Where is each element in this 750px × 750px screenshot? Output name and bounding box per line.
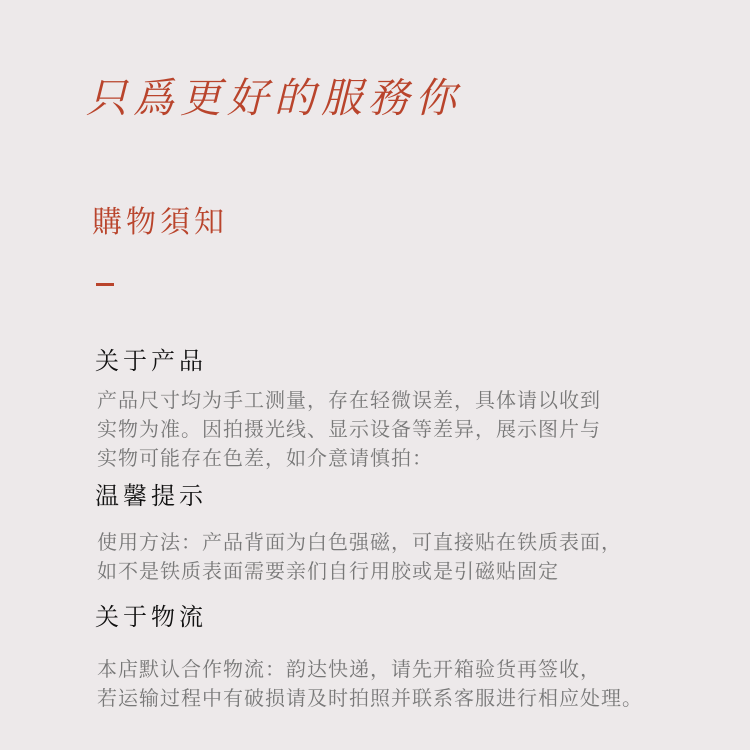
product-text-line: 产品尺寸均为手工测量，存在轻微误差，具体请以收到 <box>97 388 601 412</box>
logistics-text-line: 若运输过程中有破损请及时拍照并联系客服进行相应处理。 <box>97 686 643 710</box>
product-heading: 关于产品 <box>95 347 207 375</box>
main-title: 只爲更好的服務你 <box>86 74 462 122</box>
logistics-text-line: 本店默认合作物流：韵达快递，请先开箱验货再签收， <box>97 657 601 681</box>
tips-text <box>97 528 717 586</box>
tips-text-line: 使用方法：产品背面为白色强磁，可直接贴在铁质表面， <box>97 530 622 554</box>
title-divider <box>96 283 114 286</box>
product-text-line: 实物可能存在色差，如介意请慎拍： <box>97 446 433 470</box>
logistics-heading: 关于物流 <box>95 603 207 631</box>
section-title: 購物須知 <box>92 205 228 240</box>
product-text <box>97 386 717 473</box>
logistics-text <box>97 655 717 713</box>
product-text-line: 实物为准。因拍摄光线、显示设备等差异，展示图片与 <box>97 417 601 441</box>
tips-heading: 温馨提示 <box>95 482 207 510</box>
tips-text-line: 如不是铁质表面需要亲们自行用胶或是引磁贴固定 <box>97 559 559 583</box>
